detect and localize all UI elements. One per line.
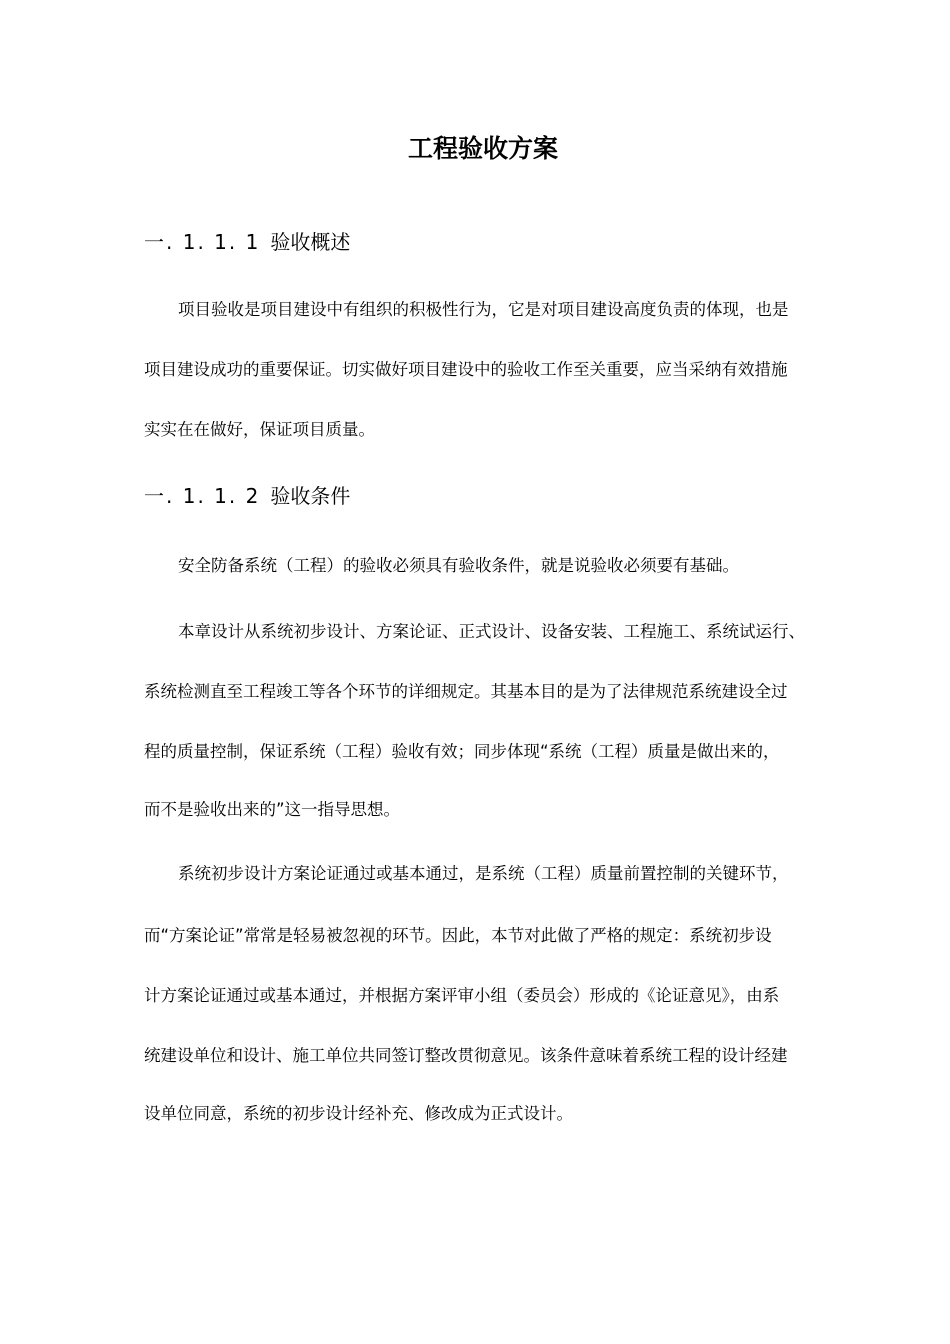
paragraph-line: 项目验收是项目建设中有组织的积极性行为，它是对项目建设高度负责的体现，也是 [178, 300, 789, 319]
paragraph-line: 系统检测直至工程竣工等各个环节的详细规定。其基本目的是为了法律规范系统建设全过 [144, 682, 788, 701]
section-title: 验收概述 [270, 230, 351, 254]
section-heading-overview [144, 228, 350, 256]
paragraph-line: 系统初步设计方案论证通过或基本通过，是系统（工程）质量前置控制的关键环节， [178, 864, 789, 883]
paragraph-line: 安全防备系统（工程）的验收必须具有验收条件，就是说验收必须要有基础。 [178, 556, 739, 575]
section-title: 验收条件 [270, 484, 351, 508]
paragraph-line: 设单位同意，系统的初步设计经补充、修改成为正式设计。 [144, 1104, 573, 1123]
section-number: 一. 1. 1. 1 [144, 230, 261, 254]
paragraph-line: 统建设单位和设计、施工单位共同签订整改贯彻意见。该条件意味着系统工程的设计经建 [144, 1046, 788, 1065]
paragraph-line: 计方案论证通过或基本通过，并根据方案评审小组（委员会）形成的《论证意见》，由系 [144, 986, 780, 1005]
section-heading-conditions [144, 482, 350, 510]
paragraph-line: 而不是验收出来的”这一指导思想。 [144, 800, 401, 819]
paragraph-line: 而“方案论证”常常是轻易被忽视的环节。因此，本节对此做了严格的规定：系统初步设 [144, 926, 772, 945]
paragraph-line: 本章设计从系统初步设计、方案论证、正式设计、设备安装、工程施工、系统试运行、 [178, 622, 805, 641]
section-number: 一. 1. 1. 2 [144, 484, 261, 508]
paragraph-line: 实实在在做好，保证项目质量。 [144, 420, 375, 439]
paragraph-line: 项目建设成功的重要保证。切实做好项目建设中的验收工作至关重要，应当采纳有效措施 [144, 360, 788, 379]
paragraph-line: 程的质量控制，保证系统（工程）验收有效；同步体现“系统（工程）质量是做出来的， [144, 742, 780, 761]
document-title: 工程验收方案 [407, 134, 558, 163]
